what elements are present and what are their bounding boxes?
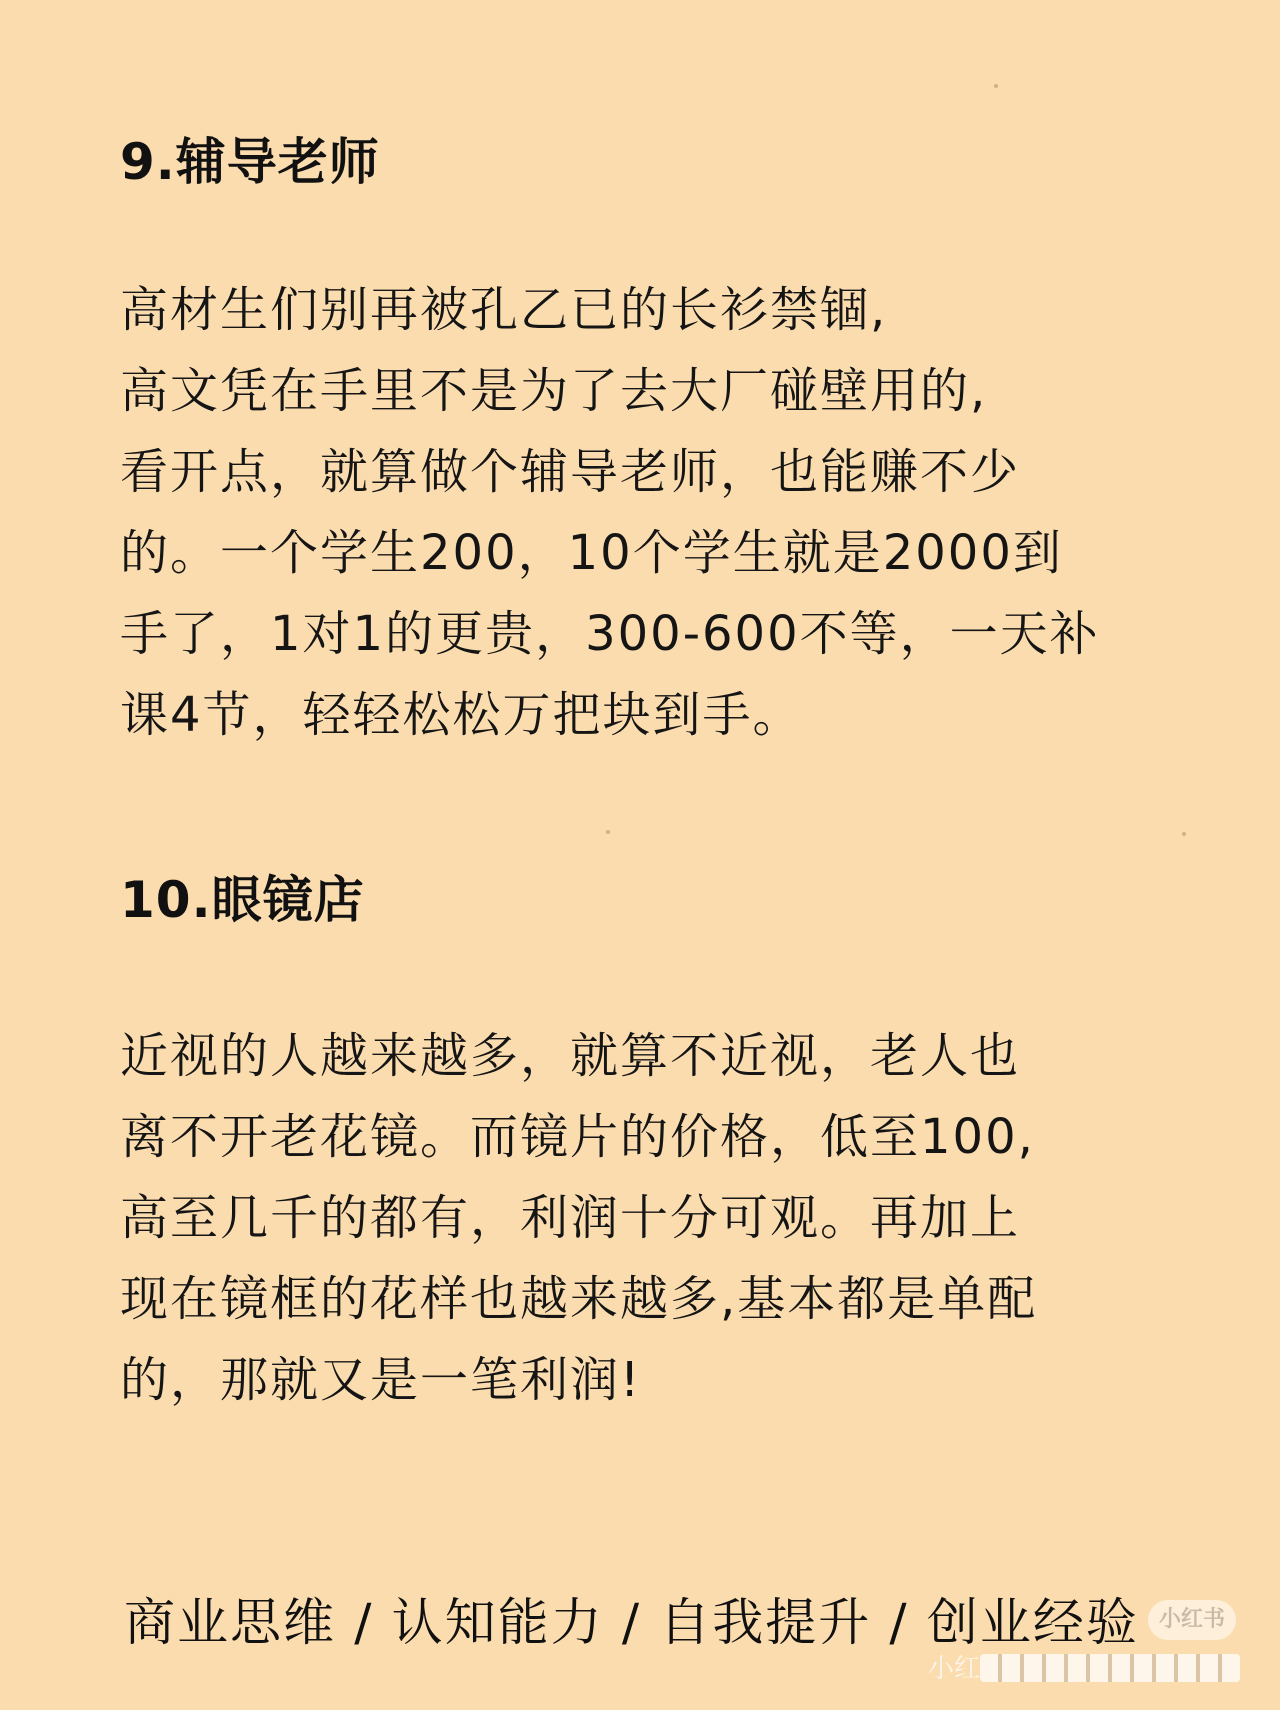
section-10-line: 高至几千的都有，利润十分可观。再加上 <box>120 1190 1021 1246</box>
speck-decoration <box>994 84 998 88</box>
section-9-line: 看开点，就算做个辅导老师，也能赚不少 <box>120 444 1021 500</box>
section-10-line: 近视的人越来越多，就算不近视，老人也 <box>120 1028 1021 1084</box>
section-9-line: 高材生们别再被孔乙已的长衫禁锢, <box>120 282 888 338</box>
watermark-bar <box>980 1654 1240 1682</box>
watermark-caption: 小红 <box>928 1654 981 1684</box>
watermark-logo: 小红书 <box>1148 1600 1236 1640</box>
speck-decoration <box>606 830 610 834</box>
speck-decoration <box>1182 832 1186 836</box>
section-10-line: 现在镜框的花样也越来越多,基本都是单配 <box>120 1271 1038 1327</box>
section-9-body <box>120 270 1100 756</box>
section-9-line: 课4节，轻轻松松万把块到手。 <box>120 687 803 743</box>
section-10-line: 的，那就又是一笔利润! <box>120 1352 642 1408</box>
topic-tags: 商业思维 / 认知能力 / 自我提升 / 创业经验 <box>124 1594 1139 1653</box>
section-10-line: 离不开老花镜。而镜片的价格，低至100, <box>120 1109 1035 1165</box>
section-10-body <box>120 1016 1037 1421</box>
section-9-line: 手了，1对1的更贵，300-600不等，一天补 <box>120 606 1100 662</box>
section-9-line: 的。一个学生200，10个学生就是2000到 <box>120 525 1063 581</box>
section-9-line: 高文凭在手里不是为了去大厂碰壁用的, <box>120 363 988 419</box>
section-9-heading: 9.辅导老师 <box>120 133 380 191</box>
section-10-heading: 10.眼镜店 <box>120 871 365 929</box>
